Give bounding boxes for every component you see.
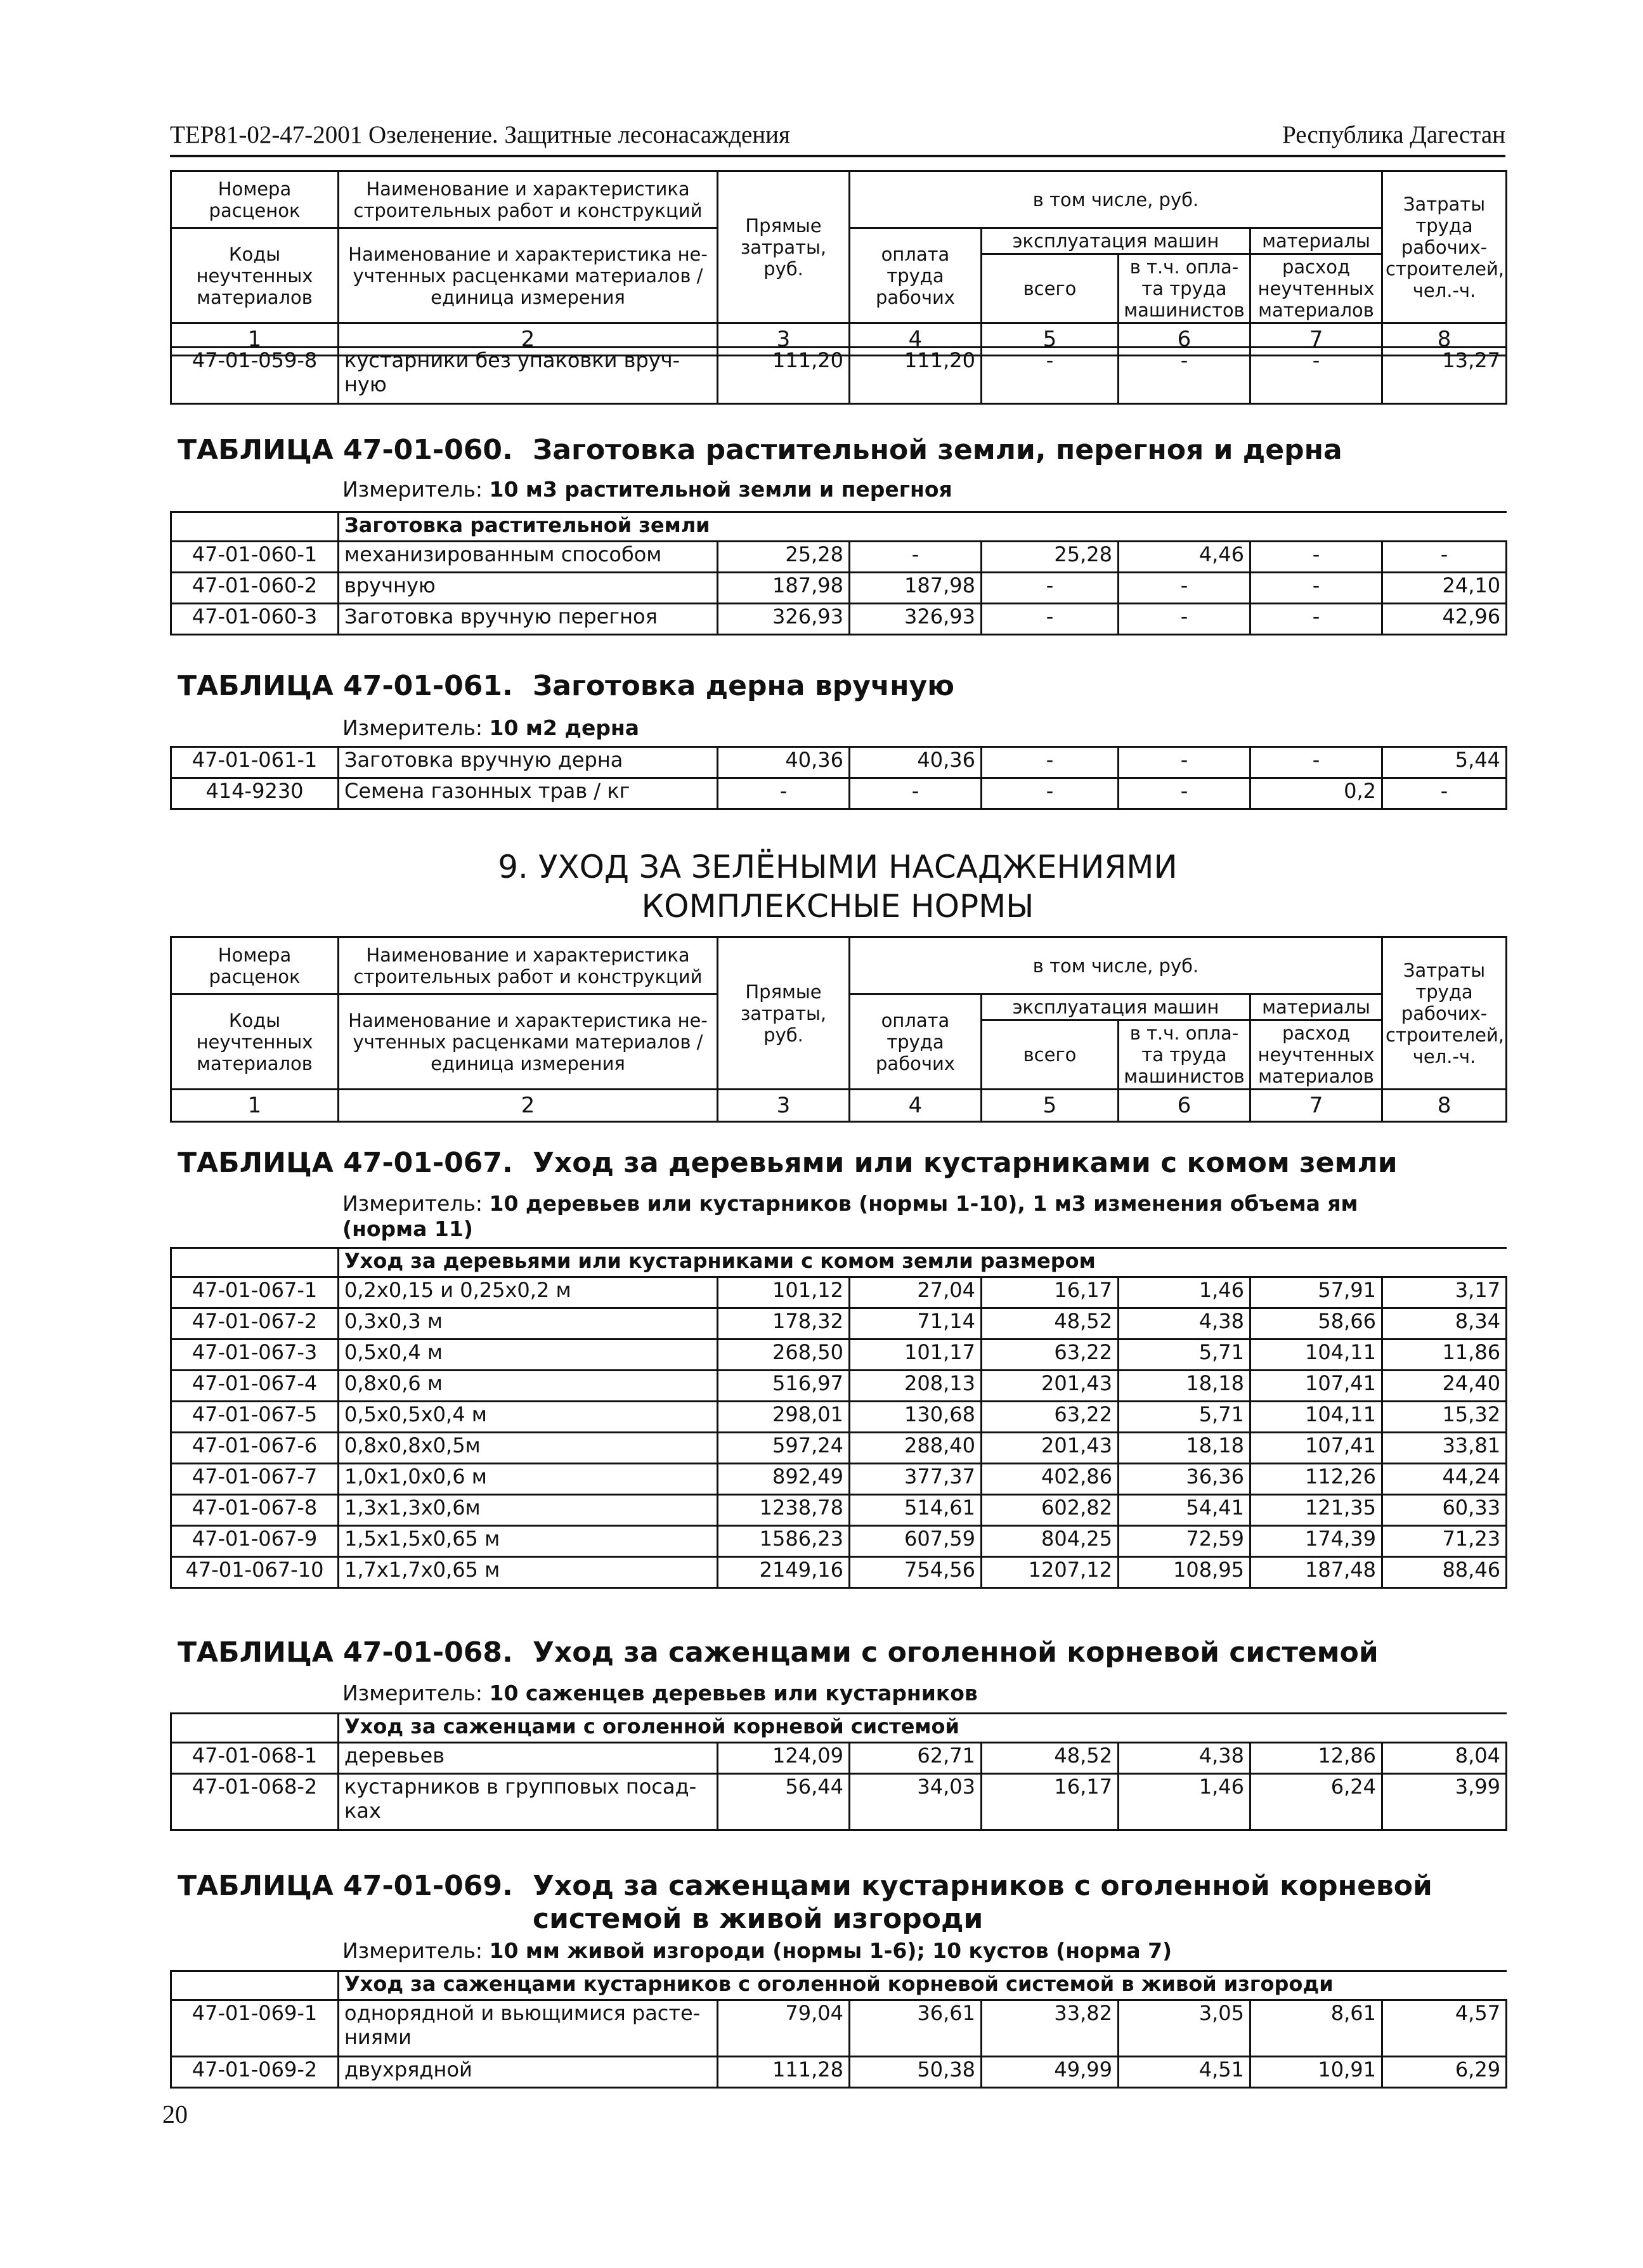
hdr-nomera: Номера расценок [171, 937, 339, 994]
hdr-materialy: материалы [1250, 994, 1382, 1020]
cell: 71,14 [850, 1308, 982, 1339]
cell: 104,11 [1250, 1339, 1382, 1371]
hdr-vtomchisle: в том числе, руб. [850, 171, 1382, 228]
hdr-rashod: расход неучтенных материалов [1250, 254, 1382, 323]
table-068-heading [178, 1636, 1379, 1669]
cell: 377,37 [850, 1464, 982, 1495]
cell: 111,20 [718, 348, 850, 404]
measure-value: 10 деревьев или кустарников (нормы 1-10), 1 м3 изменения объема ям (норма 11) [342, 1191, 1358, 1241]
cell: 804,25 [982, 1526, 1119, 1557]
cell: - [982, 348, 1119, 404]
cell: 8,34 [1382, 1308, 1507, 1339]
row-code: 47-01-067-4 [171, 1371, 339, 1402]
colnum: 3 [718, 1090, 850, 1122]
row-name: механизированным способом [339, 542, 718, 573]
subhead-blank [171, 1714, 339, 1743]
cell: 326,93 [718, 604, 850, 635]
cell: 33,81 [1382, 1433, 1507, 1464]
colnum: 6 [1119, 323, 1250, 356]
cell: 62,71 [850, 1743, 982, 1774]
table-subhead: Уход за деревьями или кустарниками с комом земли размером [339, 1248, 1507, 1277]
cell: 4,51 [1119, 2057, 1250, 2088]
table-subhead: Уход за саженцами кустарников с оголенной корневой системой в живой изгороди [339, 1971, 1507, 2000]
cell: 187,48 [1250, 1557, 1382, 1588]
cell: 4,38 [1119, 1308, 1250, 1339]
cell: - [1119, 747, 1250, 778]
row-name: 0,3х0,3 м [339, 1308, 718, 1339]
cell: 104,11 [1250, 1402, 1382, 1433]
subhead-blank [171, 1971, 339, 2000]
row-name: 0,5х0,5х0,4 м [339, 1402, 718, 1433]
table-061-measure [342, 715, 639, 741]
row-code: 47-01-060-3 [171, 604, 339, 635]
colnum: 5 [982, 323, 1119, 356]
colnum: 1 [171, 323, 339, 356]
table-title: Уход за деревьями или кустарниками с комом земли [533, 1147, 1398, 1179]
table-059 [170, 346, 1507, 405]
table-row [171, 1402, 1507, 1433]
table-row [171, 1277, 1507, 1308]
row-code: 47-01-067-1 [171, 1277, 339, 1308]
cell: 54,41 [1119, 1495, 1250, 1526]
row-name: 0,5х0,4 м [339, 1339, 718, 1371]
table-title: Уход за саженцами кустарников с оголенной корневой системой в живой изгороди [533, 1870, 1432, 1935]
cell: 49,99 [982, 2057, 1119, 2088]
hdr-vtch: в т.ч. опла-та труда машинистов [1119, 1020, 1250, 1090]
table-row [171, 747, 1507, 778]
cell: 101,17 [850, 1339, 982, 1371]
hdr-ekspl: эксплуатация машин [982, 994, 1250, 1020]
row-name: Заготовка вручную дерна [339, 747, 718, 778]
hdr-materialy: материалы [1250, 228, 1382, 254]
column-header-1 [170, 170, 1507, 356]
cell: 174,39 [1250, 1526, 1382, 1557]
cell: 607,59 [850, 1526, 982, 1557]
hdr-pryamye: Прямые затраты, руб. [718, 937, 850, 1090]
cell: 0,2 [1250, 778, 1382, 809]
table-row [171, 2000, 1507, 2057]
cell: 597,24 [718, 1433, 850, 1464]
colnum: 7 [1250, 1090, 1382, 1122]
row-code: 47-01-067-2 [171, 1308, 339, 1339]
cell: 15,32 [1382, 1402, 1507, 1433]
table-row [171, 1371, 1507, 1402]
cell: 602,82 [982, 1495, 1119, 1526]
cell: 6,29 [1382, 2057, 1507, 2088]
row-code: 47-01-067-8 [171, 1495, 339, 1526]
table-061 [170, 746, 1507, 810]
hdr-vsego: всего [982, 254, 1119, 323]
cell: 24,40 [1382, 1371, 1507, 1402]
cell: 10,91 [1250, 2057, 1382, 2088]
cell: 56,44 [718, 1774, 850, 1830]
table-row [171, 1464, 1507, 1495]
colnum: 2 [339, 1090, 718, 1122]
table-row [171, 2057, 1507, 2088]
table-title: Заготовка растительной земли, перегноя и дерна [533, 434, 1342, 466]
cell: 4,57 [1382, 2000, 1507, 2057]
cell: 326,93 [850, 604, 982, 635]
measure-label: Измеритель: [342, 477, 483, 502]
cell: 42,96 [1382, 604, 1507, 635]
cell: - [1382, 542, 1507, 573]
running-head-region: Республика Дагестан [1282, 121, 1505, 148]
row-code: 47-01-067-3 [171, 1339, 339, 1371]
row-name: 1,7х1,7х0,65 м [339, 1557, 718, 1588]
cell: 24,10 [1382, 573, 1507, 604]
row-code: 47-01-068-2 [171, 1774, 339, 1830]
hdr-rashod: расход неучтенных материалов [1250, 1020, 1382, 1090]
cell: 1,46 [1119, 1277, 1250, 1308]
colnum: 4 [850, 323, 982, 356]
cell: 50,38 [850, 2057, 982, 2088]
hdr-naim2: Наименование и характеристика не-учтенных расценками материалов / единица измерения [339, 994, 718, 1090]
cell: 71,23 [1382, 1526, 1507, 1557]
row-name: 1,0х1,0х0,6 м [339, 1464, 718, 1495]
section-title-line2: КОМПЛЕКСНЫЕ НОРМЫ [641, 888, 1034, 925]
cell: 288,40 [850, 1433, 982, 1464]
cell: 8,61 [1250, 2000, 1382, 2057]
cell: 34,03 [850, 1774, 982, 1830]
cell: - [718, 778, 850, 809]
cell: - [982, 573, 1119, 604]
section-title [170, 847, 1505, 926]
row-name: деревьев [339, 1743, 718, 1774]
measure-label: Измеритель: [342, 1191, 483, 1216]
row-name: 0,2х0,15 и 0,25х0,2 м [339, 1277, 718, 1308]
cell: 60,33 [1382, 1495, 1507, 1526]
cell: 298,01 [718, 1402, 850, 1433]
cell: 63,22 [982, 1402, 1119, 1433]
cell: 5,71 [1119, 1339, 1250, 1371]
cell: 18,18 [1119, 1433, 1250, 1464]
row-code: 47-01-067-5 [171, 1402, 339, 1433]
cell: 5,71 [1119, 1402, 1250, 1433]
table-067 [170, 1247, 1507, 1589]
column-header-2 [170, 936, 1507, 1123]
cell: - [850, 542, 982, 573]
table-title: Заготовка дерна вручную [533, 670, 954, 702]
hdr-oplata: оплата труда рабочих [850, 228, 982, 323]
table-060-measure [342, 477, 952, 502]
row-code: 47-01-060-1 [171, 542, 339, 573]
row-name: однорядной и вьющимися расте-ниями [339, 2000, 718, 2057]
running-head-title: ТЕР81-02-47-2001 Озеленение. Защитные лесонасаждения [170, 121, 790, 148]
cell: 11,86 [1382, 1339, 1507, 1371]
cell: 72,59 [1119, 1526, 1250, 1557]
cell: - [1250, 604, 1382, 635]
table-label: ТАБЛИЦА 47-01-068. [178, 1636, 513, 1669]
table-row [171, 1774, 1507, 1830]
colnum: 8 [1382, 323, 1507, 356]
colnum: 7 [1250, 323, 1382, 356]
cell: 25,28 [718, 542, 850, 573]
page-number: 20 [162, 2100, 188, 2128]
measure-value: 10 саженцев деревьев или кустарников [489, 1681, 978, 1705]
table-row [171, 348, 1507, 404]
colnum: 6 [1119, 1090, 1250, 1122]
cell: 48,52 [982, 1308, 1119, 1339]
cell: 201,43 [982, 1433, 1119, 1464]
table-title: Уход за саженцами с оголенной корневой системой [533, 1636, 1379, 1669]
row-name: 0,8х0,6 м [339, 1371, 718, 1402]
table-row [171, 1433, 1507, 1464]
cell: 1238,78 [718, 1495, 850, 1526]
row-code: 47-01-060-2 [171, 573, 339, 604]
cell: 36,36 [1119, 1464, 1250, 1495]
cell: - [1382, 778, 1507, 809]
table-row [171, 542, 1507, 573]
cell: 48,52 [982, 1743, 1119, 1774]
cell: - [1250, 348, 1382, 404]
cell: - [1250, 747, 1382, 778]
cell: - [982, 778, 1119, 809]
cell: 58,66 [1250, 1308, 1382, 1339]
cell: 130,68 [850, 1402, 982, 1433]
table-row [171, 1743, 1507, 1774]
cell: 44,24 [1382, 1464, 1507, 1495]
cell: 63,22 [982, 1339, 1119, 1371]
cell: - [1119, 778, 1250, 809]
table-068-measure [342, 1681, 978, 1706]
table-label: ТАБЛИЦА 47-01-067. [178, 1147, 513, 1179]
table-067-heading [178, 1147, 1398, 1180]
cell: 6,24 [1250, 1774, 1382, 1830]
cell: 124,09 [718, 1743, 850, 1774]
cell: 4,38 [1119, 1743, 1250, 1774]
colnum: 2 [339, 323, 718, 356]
cell: 101,12 [718, 1277, 850, 1308]
row-name: Семена газонных трав / кг [339, 778, 718, 809]
cell: 514,61 [850, 1495, 982, 1526]
measure-label: Измеритель: [342, 715, 483, 740]
cell: 108,95 [1119, 1557, 1250, 1588]
cell: 3,17 [1382, 1277, 1507, 1308]
cell: 4,46 [1119, 542, 1250, 573]
cell: 178,32 [718, 1308, 850, 1339]
colnum: 4 [850, 1090, 982, 1122]
cell: 79,04 [718, 2000, 850, 2057]
table-row [171, 1339, 1507, 1371]
hdr-naim: Наименование и характеристика строительных работ и конструкций [339, 937, 718, 994]
table-060-heading [178, 434, 1342, 467]
measure-value: 10 мм живой изгороди (нормы 1-6); 10 кустов (норма 7) [489, 1938, 1172, 1963]
cell: - [982, 604, 1119, 635]
cell: - [1250, 573, 1382, 604]
row-code: 47-01-059-8 [171, 348, 339, 404]
cell: 754,56 [850, 1557, 982, 1588]
cell: 40,36 [850, 747, 982, 778]
hdr-ekspl: эксплуатация машин [982, 228, 1250, 254]
cell: 1207,12 [982, 1557, 1119, 1588]
table-061-heading [178, 670, 954, 703]
hdr-naim: Наименование и характеристика строительных работ и конструкций [339, 171, 718, 228]
hdr-kody: Коды неучтенных материалов [171, 994, 339, 1090]
row-code: 47-01-067-7 [171, 1464, 339, 1495]
table-label: ТАБЛИЦА 47-01-069. [178, 1870, 513, 1902]
row-name: 0,8х0,8х0,5м [339, 1433, 718, 1464]
hdr-oplata: оплата труда рабочих [850, 994, 982, 1090]
table-row [171, 1557, 1507, 1588]
cell: 112,26 [1250, 1464, 1382, 1495]
cell: 201,43 [982, 1371, 1119, 1402]
row-code: 414-9230 [171, 778, 339, 809]
cell: 88,46 [1382, 1557, 1507, 1588]
cell: - [1119, 604, 1250, 635]
colnum: 8 [1382, 1090, 1507, 1122]
table-row [171, 1526, 1507, 1557]
table-060 [170, 511, 1507, 635]
row-name: кустарники без упаковки вруч-ную [339, 348, 718, 404]
table-069-heading [178, 1870, 1432, 1935]
colnum: 5 [982, 1090, 1119, 1122]
cell: 516,97 [718, 1371, 850, 1402]
cell: 1,46 [1119, 1774, 1250, 1830]
table-069 [170, 1970, 1507, 2089]
measure-label: Измеритель: [342, 1681, 483, 1705]
cell: 13,27 [1382, 348, 1507, 404]
row-code: 47-01-067-10 [171, 1557, 339, 1588]
subhead-blank [171, 512, 339, 542]
cell: - [1119, 348, 1250, 404]
hdr-vtch: в т.ч. опла-та труда машинистов [1119, 254, 1250, 323]
row-name: двухрядной [339, 2057, 718, 2088]
cell: 107,41 [1250, 1371, 1382, 1402]
cell: - [982, 747, 1119, 778]
hdr-vsego: всего [982, 1020, 1119, 1090]
cell: 5,44 [1382, 747, 1507, 778]
table-row [171, 1495, 1507, 1526]
cell: 1586,23 [718, 1526, 850, 1557]
cell: 121,35 [1250, 1495, 1382, 1526]
cell: 36,61 [850, 2000, 982, 2057]
hdr-zatraty: Затраты труда рабочих-строителей, чел.-ч. [1382, 937, 1507, 1090]
table-row [171, 604, 1507, 635]
cell: 16,17 [982, 1774, 1119, 1830]
row-code: 47-01-067-6 [171, 1433, 339, 1464]
row-code: 47-01-061-1 [171, 747, 339, 778]
row-name: Заготовка вручную перегноя [339, 604, 718, 635]
cell: 2149,16 [718, 1557, 850, 1588]
table-label: ТАБЛИЦА 47-01-060. [178, 434, 513, 466]
cell: 8,04 [1382, 1743, 1507, 1774]
cell: 57,91 [1250, 1277, 1382, 1308]
cell: 268,50 [718, 1339, 850, 1371]
cell: 111,20 [850, 348, 982, 404]
cell: 27,04 [850, 1277, 982, 1308]
cell: 3,99 [1382, 1774, 1507, 1830]
table-067-measure [342, 1191, 1395, 1242]
cell: 111,28 [718, 2057, 850, 2088]
cell: 892,49 [718, 1464, 850, 1495]
running-head [170, 118, 1505, 157]
hdr-kody: Коды неучтенных материалов [171, 228, 339, 323]
table-row [171, 1308, 1507, 1339]
table-subhead: Уход за саженцами с оголенной корневой системой [339, 1714, 1507, 1743]
row-code: 47-01-068-1 [171, 1743, 339, 1774]
cell: 33,82 [982, 2000, 1119, 2057]
table-068 [170, 1712, 1507, 1831]
cell: 3,05 [1119, 2000, 1250, 2057]
cell: 187,98 [718, 573, 850, 604]
row-name: 1,3х1,3х0,6м [339, 1495, 718, 1526]
hdr-naim2: Наименование и характеристика не-учтенных расценками материалов / единица измерения [339, 228, 718, 323]
cell: - [1250, 542, 1382, 573]
cell: 208,13 [850, 1371, 982, 1402]
cell: 40,36 [718, 747, 850, 778]
cell: - [850, 778, 982, 809]
cell: 187,98 [850, 573, 982, 604]
subhead-blank [171, 1248, 339, 1277]
hdr-pryamye: Прямые затраты, руб. [718, 171, 850, 323]
row-name: кустарников в групповых посад-ках [339, 1774, 718, 1830]
measure-value: 10 м3 растительной земли и перегноя [489, 477, 952, 502]
row-name: вручную [339, 573, 718, 604]
row-code: 47-01-069-2 [171, 2057, 339, 2088]
table-subhead: Заготовка растительной земли [339, 512, 1507, 542]
table-row [171, 778, 1507, 809]
colnum: 3 [718, 323, 850, 356]
cell: 16,17 [982, 1277, 1119, 1308]
measure-label: Измеритель: [342, 1938, 483, 1963]
row-code: 47-01-069-1 [171, 2000, 339, 2057]
cell: 18,18 [1119, 1371, 1250, 1402]
hdr-vtomchisle: в том числе, руб. [850, 937, 1382, 994]
table-row [171, 573, 1507, 604]
colnum: 1 [171, 1090, 339, 1122]
measure-value: 10 м2 дерна [489, 715, 640, 740]
cell: 12,86 [1250, 1743, 1382, 1774]
cell: 107,41 [1250, 1433, 1382, 1464]
hdr-zatraty: Затраты труда рабочих-строителей, чел.-ч. [1382, 171, 1507, 323]
row-name: 1,5х1,5х0,65 м [339, 1526, 718, 1557]
cell: 25,28 [982, 542, 1119, 573]
table-069-measure [342, 1938, 1172, 1964]
cell: 402,86 [982, 1464, 1119, 1495]
row-code: 47-01-067-9 [171, 1526, 339, 1557]
table-label: ТАБЛИЦА 47-01-061. [178, 670, 513, 702]
hdr-nomera: Номера расценок [171, 171, 339, 228]
section-title-line1: 9. УХОД ЗА ЗЕЛЁНЫМИ НАСАДЖЕНИЯМИ [498, 849, 1178, 885]
cell: - [1119, 573, 1250, 604]
